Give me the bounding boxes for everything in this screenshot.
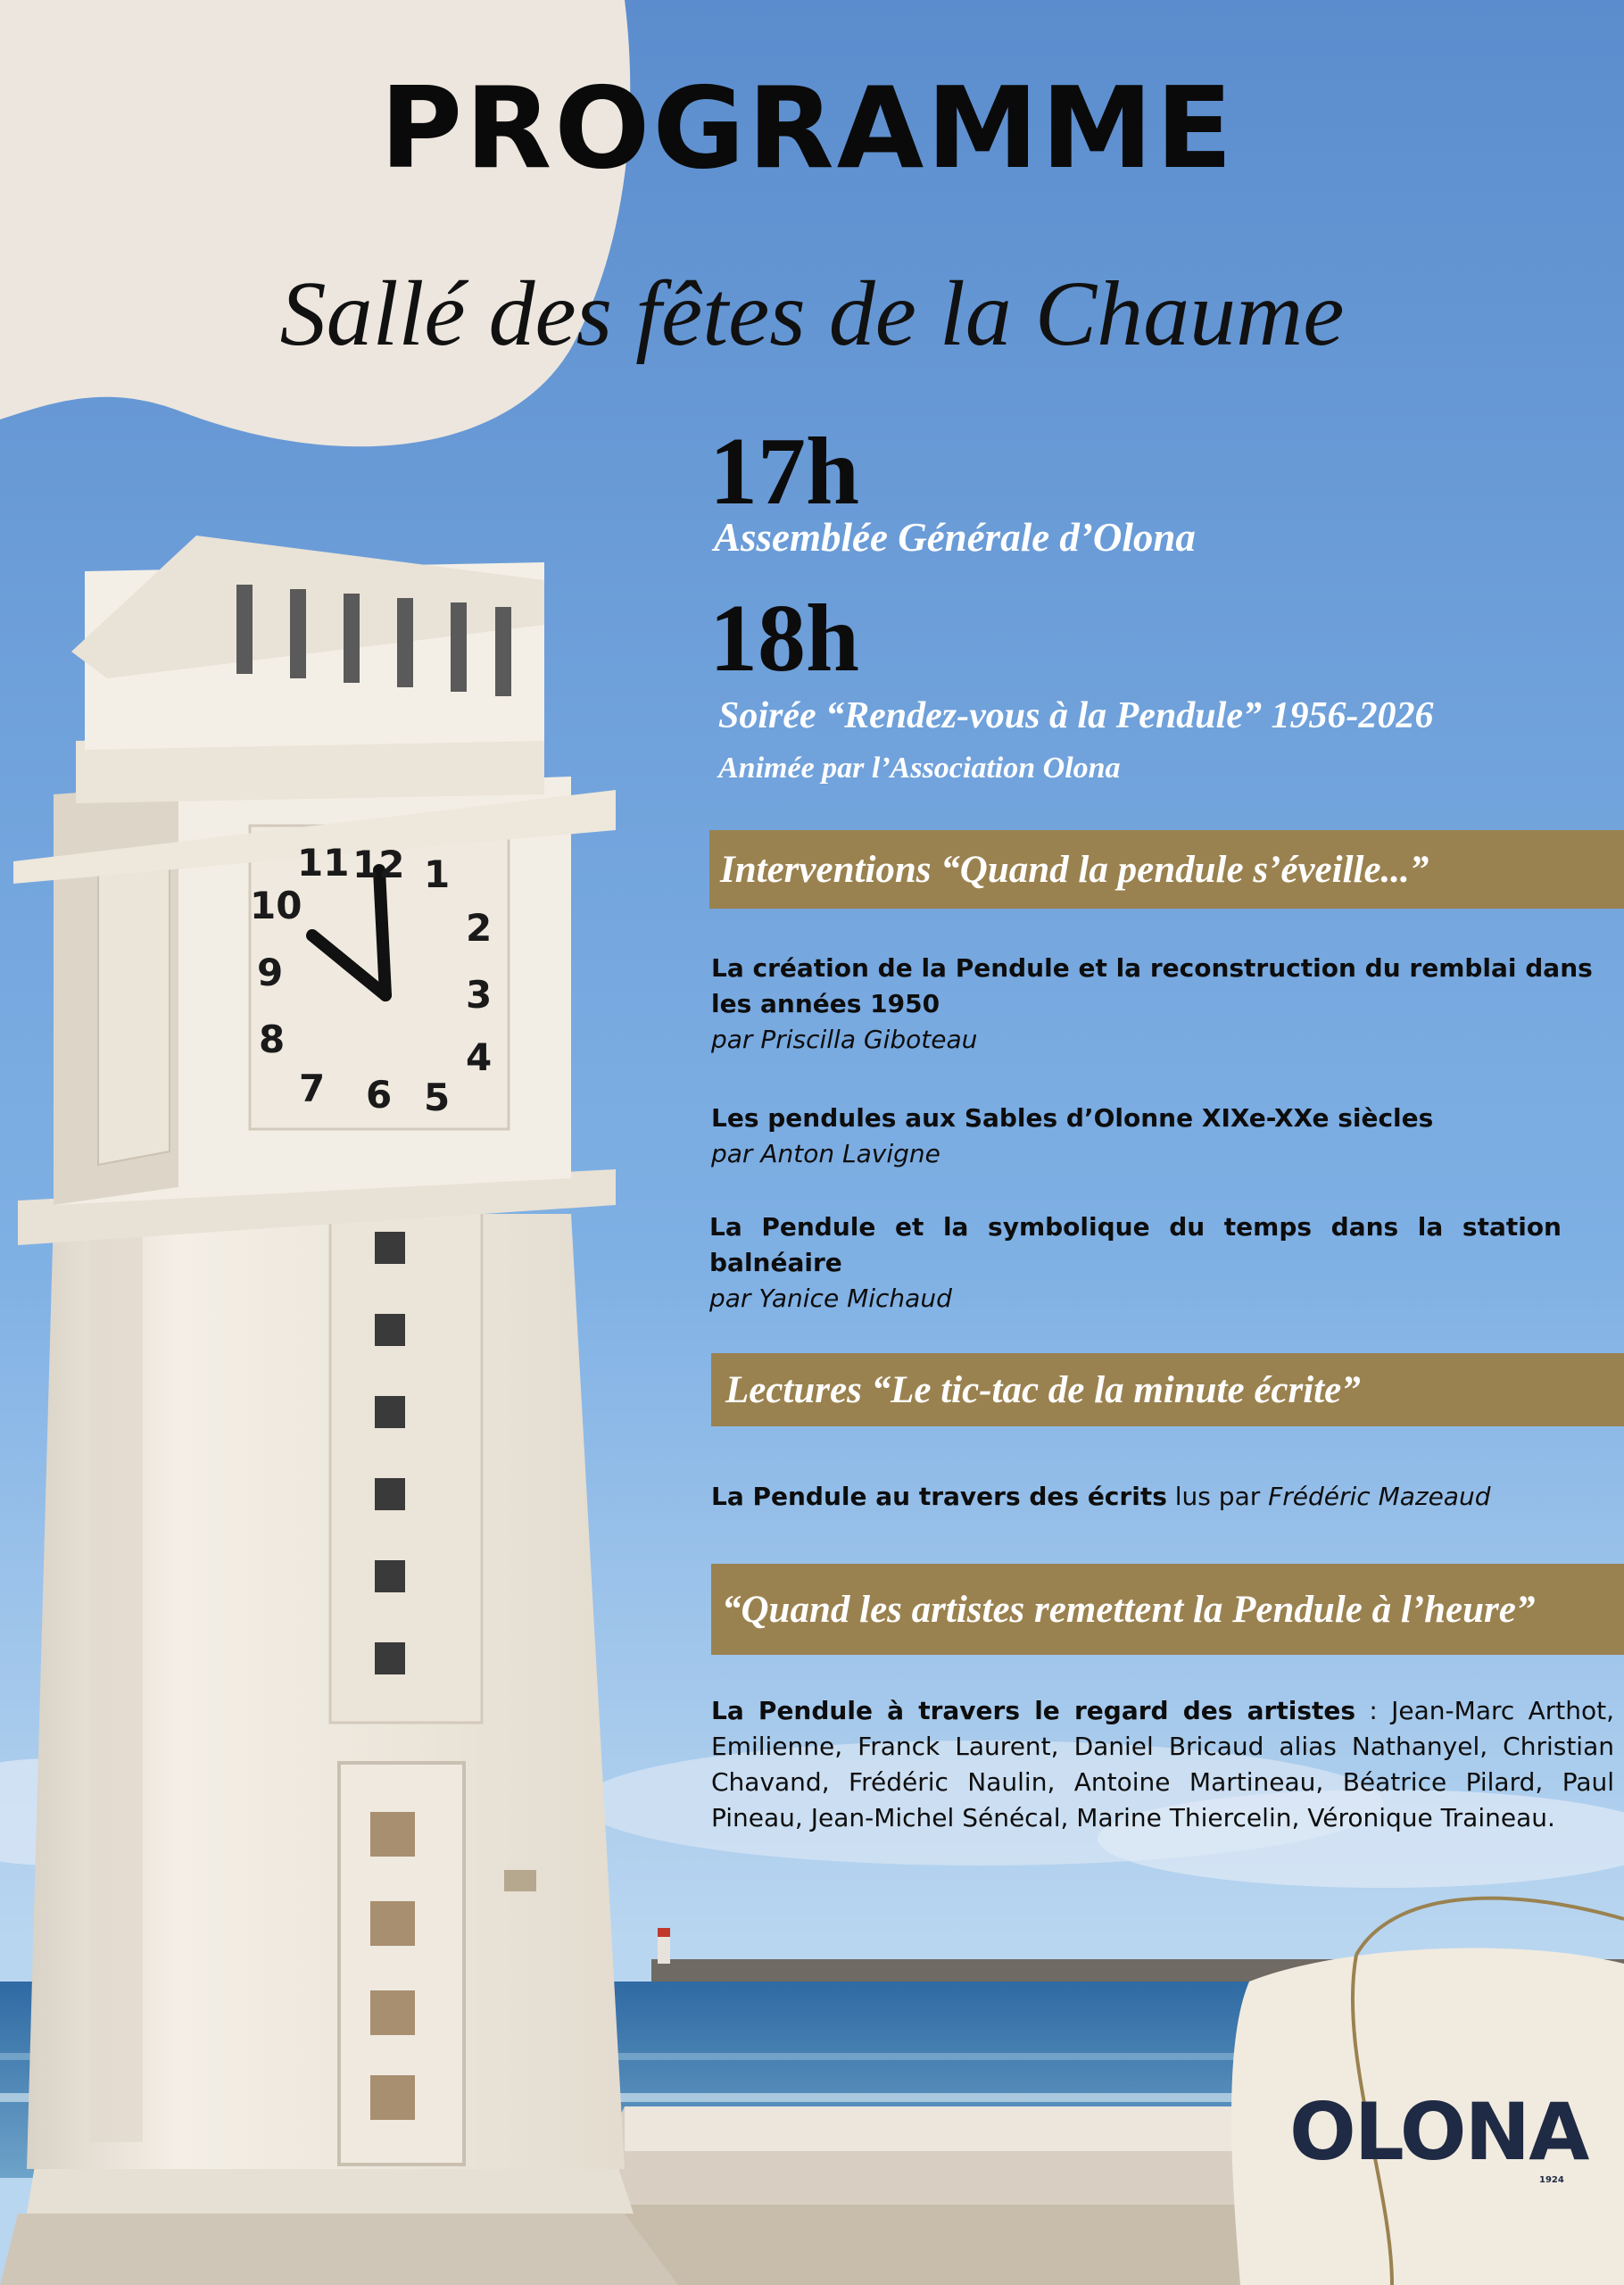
clock-numeral: 2 [466, 906, 493, 950]
artist-list: : Jean-Marc Arthot, Emilienne, Franck Laurent, Daniel Bricaud alias Nathanyel, Christian Chavand, Frédéric Naulin, Antoine Martineau, Béatrice Pilard, Paul Pineau, Jean-Michel Sénécal, Marine Thiercelin, Véronique Traineau. [711, 1696, 1615, 1832]
time-17h: 17h [709, 419, 860, 525]
logo-year: 1924 [1539, 2175, 1564, 2185]
section-heading-interventions: Interventions “Quand la pendule s’éveille...” [709, 830, 1624, 909]
page-title: PROGRAMME [379, 62, 1236, 194]
item-title: Les pendules aux Sables d’Olonne XIXe-XXe siècles [711, 1103, 1434, 1133]
event-soiree-subtitle: Animée par l’Association Olona [718, 752, 1121, 785]
clock-numeral: 9 [257, 951, 284, 994]
list-item [711, 1693, 1614, 1836]
item-speaker: par Yanice Michaud [709, 1284, 952, 1313]
item-connector: lus par [1166, 1482, 1269, 1511]
clock-numeral: 1 [424, 852, 451, 896]
clock-numeral: 6 [366, 1073, 393, 1117]
clock-numeral: 7 [299, 1067, 326, 1110]
item-speaker: Frédéric Mazeaud [1268, 1482, 1491, 1511]
clock-numeral: 12 [352, 843, 405, 886]
clock-numeral: 8 [259, 1018, 286, 1061]
event-assembly: Assemblée Générale d’Olona [714, 515, 1196, 560]
event-soiree: Soirée “Rendez-vous à la Pendule” 1956-2026 [718, 695, 1434, 736]
time-18h: 18h [709, 586, 860, 692]
item-title: La création de la Pendule et la reconstruction du remblai dans les années 1950 [711, 953, 1593, 1018]
list-item [711, 951, 1617, 1058]
olona-logo [1289, 2086, 1593, 2191]
clock-tower [0, 536, 678, 2285]
item-speaker: par Anton Lavigne [711, 1139, 940, 1168]
item-title: La Pendule à travers le regard des artistes [711, 1696, 1356, 1725]
clock-numeral: 4 [466, 1035, 493, 1079]
list-item [711, 1479, 1617, 1515]
item-title: La Pendule au travers des écrits [711, 1482, 1167, 1511]
section-heading-artists: “Quand les artistes remettent la Pendule à l’heure” [711, 1564, 1624, 1655]
section-heading-lectures: Lectures “Le tic-tac de la minute écrite” [711, 1353, 1624, 1426]
item-title: La Pendule et la symbolique du temps dans la station balnéaire [709, 1212, 1562, 1277]
item-speaker: par Priscilla Giboteau [711, 1025, 978, 1054]
clock-numeral: 3 [466, 973, 493, 1017]
clock-numeral: 10 [250, 884, 302, 927]
clock-numeral: 11 [297, 841, 350, 885]
clock-numeral: 5 [424, 1076, 451, 1119]
venue-title: Sallé des fêtes de la Chaume [279, 262, 1345, 365]
list-item [711, 1101, 1617, 1172]
logo-text: OLONA [1289, 2086, 1588, 2178]
list-item [709, 1209, 1562, 1317]
